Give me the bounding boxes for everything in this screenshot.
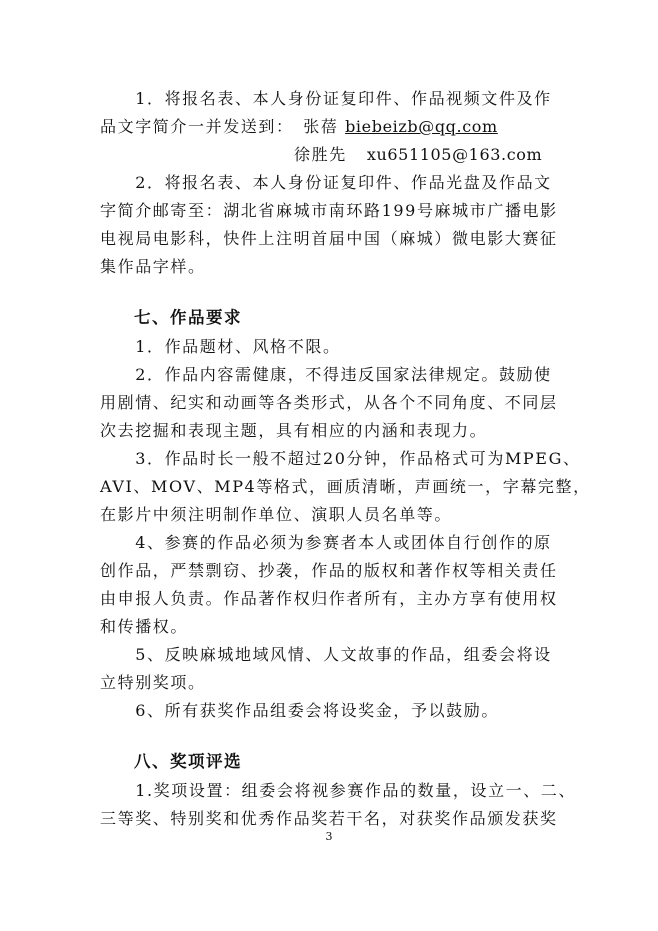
paragraph-line [100,117,498,137]
paragraph-line: 在影片中须注明制作单位、演职人员名单等。 [100,505,453,524]
paragraph-line: 立特别奖项。 [100,673,206,692]
paragraph-line: 由申报人负责。作品著作权归作者所有，主办方享有使用权 [100,589,558,608]
paragraph-line: 3．作品时长一般不超过20分钟，作品格式可为MPEG、 [100,449,581,468]
paragraph-line: 字简介邮寄至：湖北省麻城市南环路199号麻城市广播电影 [100,201,558,220]
page-number: 3 [325,830,333,843]
paragraph-line: 三等奖、特别奖和优秀作品奖若干名，对获奖作品颁发获奖 [100,809,558,828]
section-heading: 八、奖项评选 [134,752,242,771]
paragraph-line [294,145,542,165]
paragraph-line: 4、参赛的作品必须为参赛者本人或团体自行创作的原 [100,533,552,552]
paragraph-line: 电视局电影科，快件上注明首届中国（麻城）微电影大赛征 [100,229,558,248]
paragraph-line: 1．将报名表、本人身份证复印件、作品视频文件及作 [100,89,552,108]
email-address-second: xu651105@163.com [366,145,543,164]
paragraph-line: 5、反映麻城地域风情、人文故事的作品，组委会将设 [100,645,552,664]
paragraph-line: 6、所有获奖作品组委会将设奖金，予以鼓励。 [100,701,499,720]
paragraph-line: 创作品，严禁剽窃、抄袭，作品的版权和著作权等相关责任 [100,561,558,580]
paragraph-line: 2．将报名表、本人身份证复印件、作品光盘及作品文 [100,173,552,192]
paragraph-line: 用剧情、纪实和动画等各类形式，从各个不同角度、不同层 [100,393,558,412]
paragraph-text: 品文字简介一并发送到： 张蓓 [100,117,339,136]
paragraph-line: 2．作品内容需健康，不得违反国家法律规定。鼓励使 [100,365,552,384]
paragraph-line: 和传播权。 [100,617,189,636]
email-link-first[interactable]: biebeizb@qq.com [345,117,498,136]
paragraph-line: AVI、MOV、MP4等格式，画质清晰，声画统一，字幕完整， [100,477,591,496]
section-heading: 七、作品要求 [134,308,242,327]
paragraph-line: 集作品字样。 [100,257,206,276]
paragraph-line: 1．作品题材、风格不限。 [100,337,341,356]
contact-name: 徐胜先 [294,145,347,164]
paragraph-line: 1.奖项设置：组委会将视参赛作品的数量，设立一、二、 [100,781,577,800]
paragraph-line: 次去挖掘和表现主题，具有相应的内涵和表现力。 [100,421,488,440]
